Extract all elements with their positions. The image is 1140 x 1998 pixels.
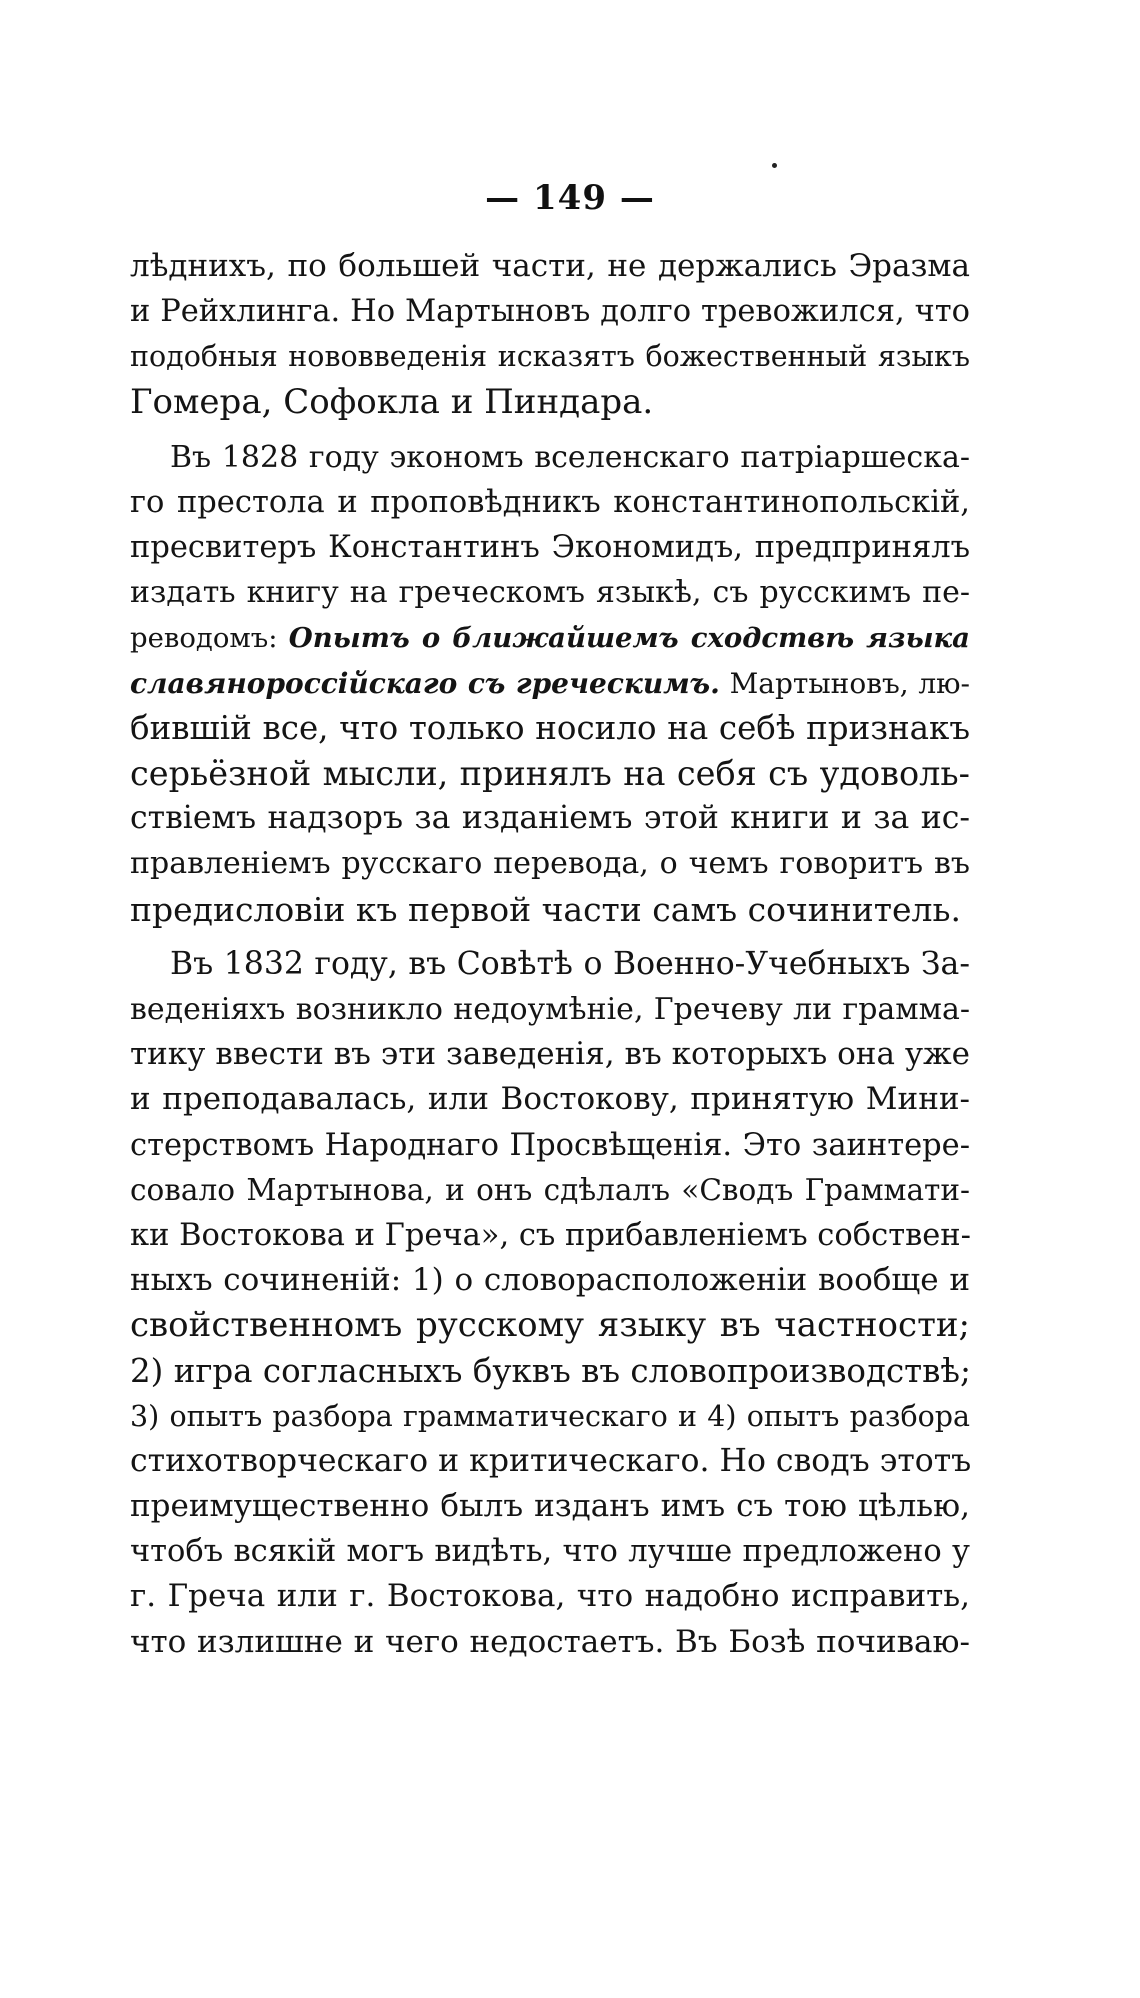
text-line: преимущественно былъ изданъ имъ съ тою цѣлью, <box>130 1488 970 1525</box>
text-line: ки Востокова и Греча», съ прибавленіемъ собствен- <box>130 1217 971 1253</box>
text-line: Гомера, Софокла и Пиндара. <box>130 381 654 422</box>
text-line: бившій все, что только носило на себѣ признакъ <box>130 708 970 747</box>
book-title-part-2: славянороссійскаго съ греческимъ. <box>130 666 720 700</box>
text-fragment: Мартыновъ, лю- <box>729 666 970 700</box>
text-line: г. Греча или г. Востокова, что надобно исправить, <box>130 1578 970 1615</box>
text-line: ныхъ сочиненій: 1) о словорасположеніи вообще и <box>130 1262 970 1299</box>
body-text <box>130 244 970 1665</box>
text-line: тику ввести въ эти заведенія, въ которыхъ она уже <box>130 1036 970 1073</box>
text-line: подобныя нововведенія исказятъ божественный языкъ <box>130 340 970 374</box>
text-line: стерствомъ Народнаго Просвѣщенія. Это заинтере- <box>130 1127 970 1163</box>
text-line: предисловіи къ первой части самъ сочинитель. <box>130 889 961 929</box>
text-line: пресвитеръ Константинъ Экономидъ, предпринялъ <box>130 530 970 566</box>
text-line: что излишне и чего недостаетъ. Въ Бозѣ почиваю- <box>130 1623 970 1660</box>
text-line: 2) игра согласныхъ буквъ въ словопроизводствѣ; <box>130 1351 971 1390</box>
text-line: издать книгу на греческомъ языкѣ, съ русскимъ пе- <box>130 575 970 611</box>
text-line-with-title <box>130 616 970 661</box>
print-speck <box>772 163 777 168</box>
text-line: лѣднихъ, по большей части, не держались Эразма <box>130 248 970 284</box>
text-line: Въ 1828 году экономъ вселенскаго патріаршеска- <box>170 439 970 475</box>
text-line: стихотворческаго и критическаго. Но сводъ этотъ <box>130 1442 972 1479</box>
text-line: свойственномъ русскому языку въ частности; <box>130 1305 970 1346</box>
text-line: чтобъ всякій могъ видѣть, что лучше предложено у <box>130 1534 970 1570</box>
text-line-with-title <box>130 661 970 706</box>
text-line: веденіяхъ возникло недоумѣніе, Гречеву ли грамма- <box>130 992 970 1027</box>
page-number: — 149 — <box>485 178 655 218</box>
text-line: и Рейхлинга. Но Мартыновъ долго тревожился, что <box>130 294 970 330</box>
text-line: и преподавалась, или Востокову, принятую Мини- <box>130 1081 970 1118</box>
text-line: совало Мартынова, и онъ сдѣлалъ «Сводъ Граммати- <box>130 1172 970 1207</box>
text-fragment: реводомъ: <box>130 621 278 654</box>
text-line: серьёзной мысли, принялъ на себя съ удоволь- <box>130 754 970 794</box>
text-line: го престола и проповѣдникъ константинопольскій, <box>130 484 970 520</box>
book-title-part-1: Опытъ о ближайшемъ сходствѣ языка <box>288 621 970 654</box>
text-line: Въ 1832 году, въ Совѣтѣ о Военно-Учебныхъ За- <box>170 945 970 982</box>
text-line: ствіемъ надзоръ за изданіемъ этой книги и за ис- <box>130 800 970 837</box>
text-line: правленіемъ русскаго перевода, о чемъ говоритъ въ <box>130 846 970 882</box>
text-line: 3) опытъ разбора грамматическаго и 4) опытъ разбора <box>130 1399 970 1433</box>
